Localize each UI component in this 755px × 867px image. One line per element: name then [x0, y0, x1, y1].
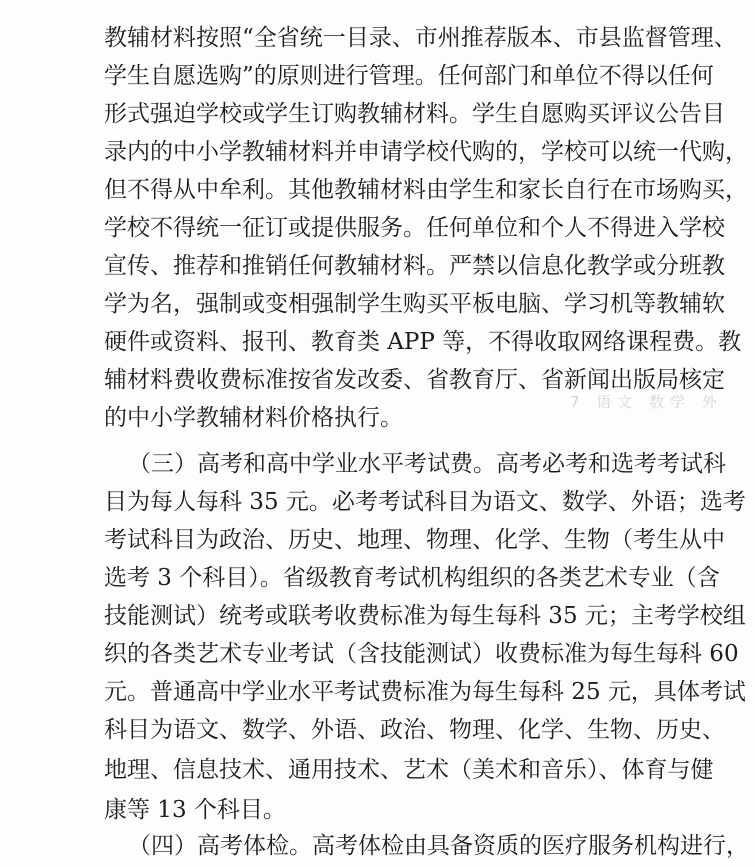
bleed-through-text: 7 语文 数学 外	[570, 393, 723, 411]
text-line	[0, 634, 755, 674]
line-text: 技能测试）统考或联考收费标准为每生每科 35 元；主考学校组	[104, 603, 746, 629]
text-line	[0, 596, 755, 636]
line-text: 学生自愿选购”的原则进行管理。任何部门和单位不得以任何	[104, 63, 714, 89]
text-line	[0, 246, 755, 286]
text-line	[0, 558, 755, 598]
text-line	[0, 790, 755, 830]
line-text: 元。普通高中学业水平考试费标准为每生每科 25 元，具体考试	[104, 679, 746, 705]
line-text: 学校不得统一征订或提供服务。任何单位和个人不得进入学校	[104, 215, 725, 241]
line-text: 硬件或资料、报刊、教育类 APP 等，不得收取网络课程费。教	[104, 329, 742, 355]
text-line	[0, 94, 755, 134]
line-text: （三）高考和高中学业水平考试费。高考必考和选考考试科	[128, 451, 726, 477]
text-line	[0, 322, 755, 362]
line-text: 选考 3 个科目）。省级教育考试机构组织的各类艺术专业（含	[104, 565, 720, 591]
text-line	[0, 132, 755, 172]
line-text: 辅材料费收费标准按省发改委、省教育厅、省新闻出版局核定	[104, 367, 725, 393]
text-line	[0, 284, 755, 324]
text-line	[0, 520, 755, 560]
text-line	[0, 170, 755, 210]
line-text: 宣传、推荐和推销任何教辅材料。严禁以信息化教学或分班教	[104, 253, 725, 279]
line-text: 学为名，强制或变相强制学生购买平板电脑、学习机等教辅软	[104, 291, 725, 317]
text-line	[0, 710, 755, 750]
text-line	[0, 208, 755, 248]
text-line	[0, 56, 755, 96]
line-text: 考试科目为政治、历史、地理、物理、化学、生物（考生从中	[104, 527, 725, 553]
line-text: 康等 13 个科目。	[104, 797, 286, 823]
text-line	[0, 444, 755, 484]
line-text: 的中小学教辅材料价格执行。	[104, 405, 403, 431]
line-text: 织的各类艺术专业考试（含技能测试）收费标准为每生每科 60	[104, 641, 739, 667]
text-line-partial	[0, 826, 755, 866]
line-text: 目为每人每科 35 元。必考考试科目为语文、数学、外语；选考	[104, 489, 746, 515]
text-line	[0, 18, 755, 58]
line-text: 形式强迫学校或学生订购教辅材料。学生自愿购买评议公告目	[104, 101, 725, 127]
line-text: 教辅材料按照“全省统一目录、市州推荐版本、市县监督管理、	[104, 25, 737, 51]
line-text: 地理、信息技术、通用技术、艺术（美术和音乐）、体育与健	[104, 757, 714, 783]
line-text: 但不得从中牟利。其他教辅材料由学生和家长自行在市场购买，	[104, 177, 748, 203]
line-text: （四）高考体检。高考体检由具备资质的医疗服务机构进行，	[128, 833, 749, 859]
text-line	[0, 672, 755, 712]
text-line	[0, 750, 755, 790]
text-line	[0, 482, 755, 522]
line-text: 录内的中小学教辅材料并申请学校代购的，学校可以统一代购，	[104, 139, 748, 165]
line-text: 科目为语文、数学、外语、政治、物理、化学、生物、历史、	[104, 717, 725, 743]
